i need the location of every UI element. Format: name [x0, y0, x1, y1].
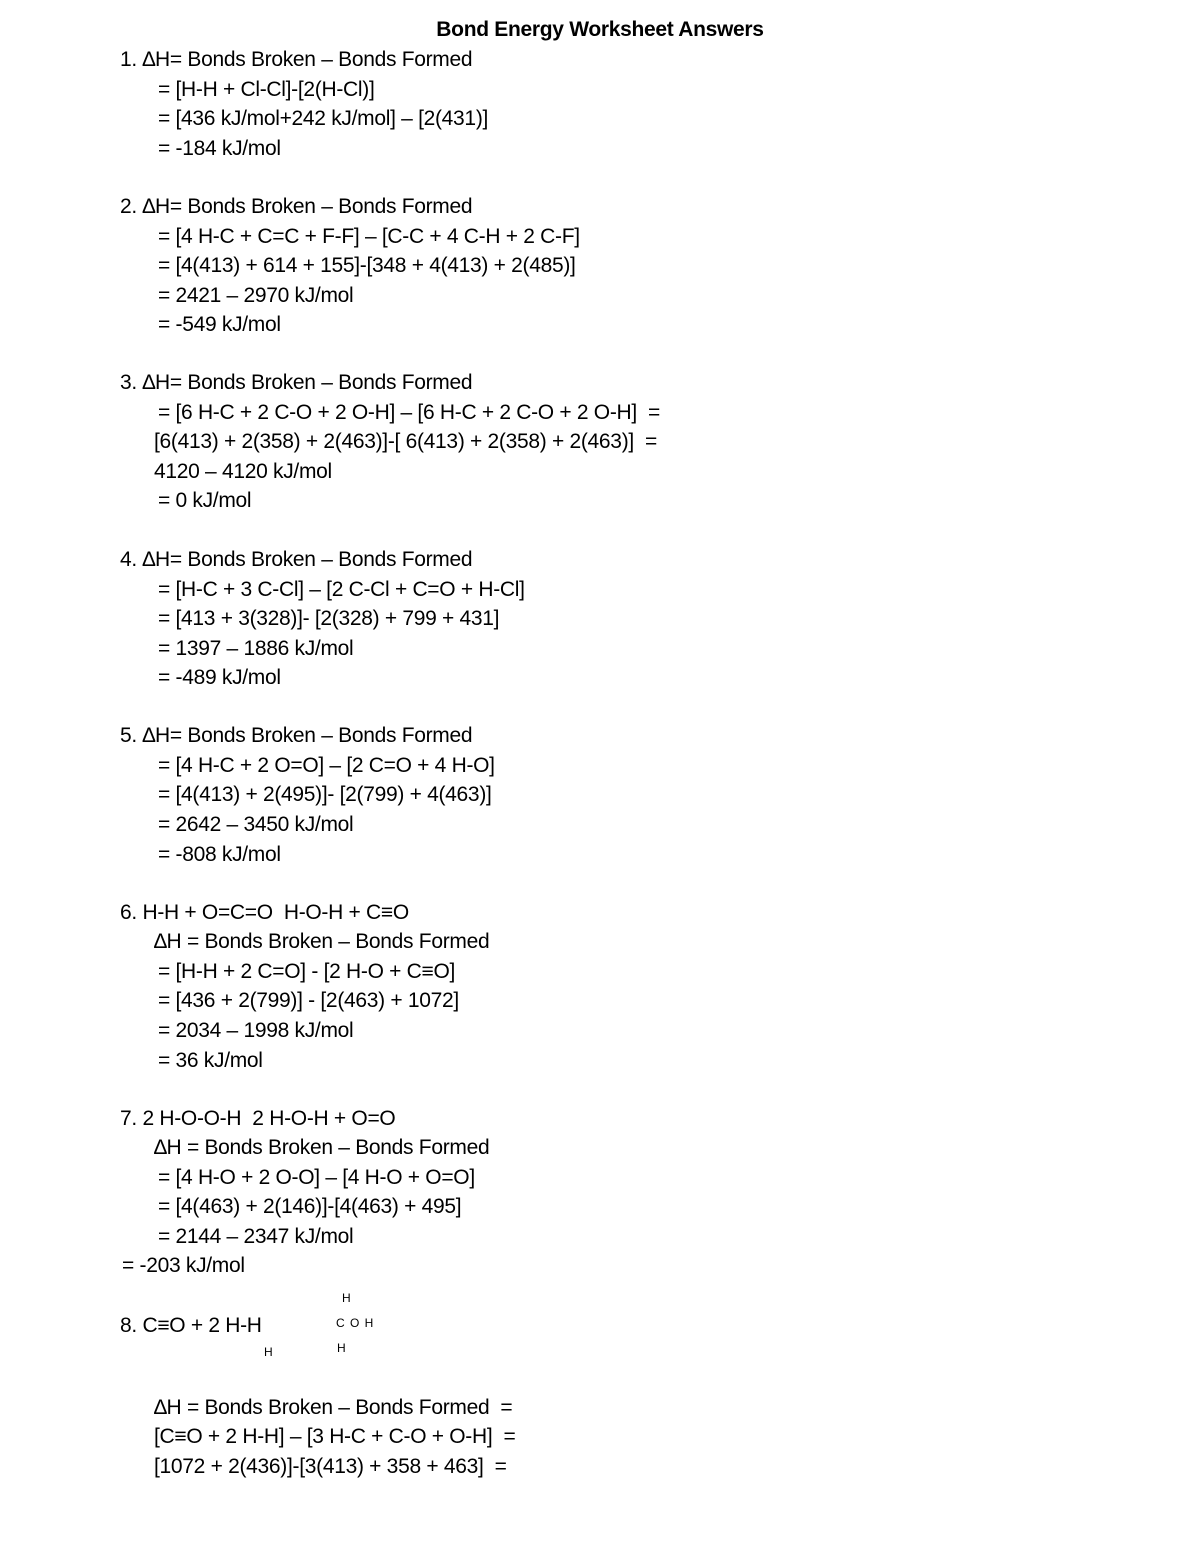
problem-1-line: = [436 kJ/mol+242 kJ/mol] – [2(431)] — [158, 107, 489, 130]
problem-7-line: = 2144 – 2347 kJ/mol — [158, 1225, 354, 1248]
problem-6-line: = [H-H + 2 C=O] - [2 H-O + C≡O] — [158, 960, 456, 983]
problem-5-line: = [4(413) + 2(495)]- [2(799) + 4(463)] — [158, 783, 492, 806]
problem-1-line: 1. ∆H= Bonds Broken – Bonds Formed — [120, 48, 473, 71]
structure-atom-h-bottom: H — [337, 1341, 347, 1355]
problem-5-line: = 2642 – 3450 kJ/mol — [158, 813, 354, 836]
problem-7-line: = -203 kJ/mol — [122, 1254, 245, 1277]
problem-6-line: = [436 + 2(799)] - [2(463) + 1072] — [158, 989, 459, 1012]
problem-8-line: [C≡O + 2 H-H] – [3 H-C + C-O + O-H] = — [154, 1425, 516, 1448]
problem-3-line: 3. ∆H= Bonds Broken – Bonds Formed — [120, 371, 473, 394]
problem-5-line: 5. ∆H= Bonds Broken – Bonds Formed — [120, 724, 473, 747]
problem-5-line: = -808 kJ/mol — [158, 843, 281, 866]
problem-4-line: = 1397 – 1886 kJ/mol — [158, 637, 354, 660]
problem-8-equation: 8. C≡O + 2 H-H — [120, 1314, 262, 1337]
problem-6-line: ∆H = Bonds Broken – Bonds Formed — [154, 930, 490, 953]
problem-2-line: = 2421 – 2970 kJ/mol — [158, 284, 354, 307]
problem-2-line: 2. ∆H= Bonds Broken – Bonds Formed — [120, 195, 473, 218]
problem-2-line: = [4 H-C + C=C + F-F] – [C-C + 4 C-H + 2 C-F] — [158, 225, 580, 248]
problem-6-line: = 36 kJ/mol — [158, 1049, 263, 1072]
problem-1-line: = -184 kJ/mol — [158, 137, 281, 160]
problem-4-line: = -489 kJ/mol — [158, 666, 281, 689]
structure-atoms-c-o-h: C O H — [336, 1316, 375, 1330]
problem-1-line: = [H-H + Cl-Cl]-[2(H-Cl)] — [158, 78, 375, 101]
problem-8-line: [1072 + 2(436)]-[3(413) + 358 + 463] = — [154, 1455, 507, 1478]
problem-2-line: = -549 kJ/mol — [158, 313, 281, 336]
problem-7-line: ∆H = Bonds Broken – Bonds Formed — [154, 1136, 490, 1159]
problem-3-line: 4120 – 4120 kJ/mol — [154, 460, 332, 483]
problem-7-line: = [4 H-O + 2 O-O] – [4 H-O + O=O] — [158, 1166, 475, 1189]
problem-2-line: = [4(413) + 614 + 155]-[348 + 4(413) + 2(485)] — [158, 254, 576, 277]
structure-atom-h-left: H — [264, 1345, 274, 1359]
problem-6-line: 6. H-H + O=C=O H-O-H + C≡O — [120, 901, 409, 924]
problem-3-line: = 0 kJ/mol — [158, 489, 252, 512]
problem-4-line: = [413 + 3(328)]- [2(328) + 799 + 431] — [158, 607, 500, 630]
problem-4-line: 4. ∆H= Bonds Broken – Bonds Formed — [120, 548, 473, 571]
problem-7-line: = [4(463) + 2(146)]-[4(463) + 495] — [158, 1195, 462, 1218]
page-title: Bond Energy Worksheet Answers — [436, 18, 764, 41]
problem-7-line: 7. 2 H-O-O-H 2 H-O-H + O=O — [120, 1107, 396, 1130]
problem-5-line: = [4 H-C + 2 O=O] – [2 C=O + 4 H-O] — [158, 754, 495, 777]
problem-4-line: = [H-C + 3 C-Cl] – [2 C-Cl + C=O + H-Cl] — [158, 578, 525, 601]
problem-3-line: [6(413) + 2(358) + 2(463)]-[ 6(413) + 2(358) + 2(463)] = — [154, 430, 657, 453]
problem-6-line: = 2034 – 1998 kJ/mol — [158, 1019, 354, 1042]
problem-3-line: = [6 H-C + 2 C-O + 2 O-H] – [6 H-C + 2 C-O + 2 O-H] = — [158, 401, 660, 424]
problem-8-line: ∆H = Bonds Broken – Bonds Formed = — [154, 1396, 513, 1419]
structure-atom-h-top: H — [342, 1291, 352, 1305]
